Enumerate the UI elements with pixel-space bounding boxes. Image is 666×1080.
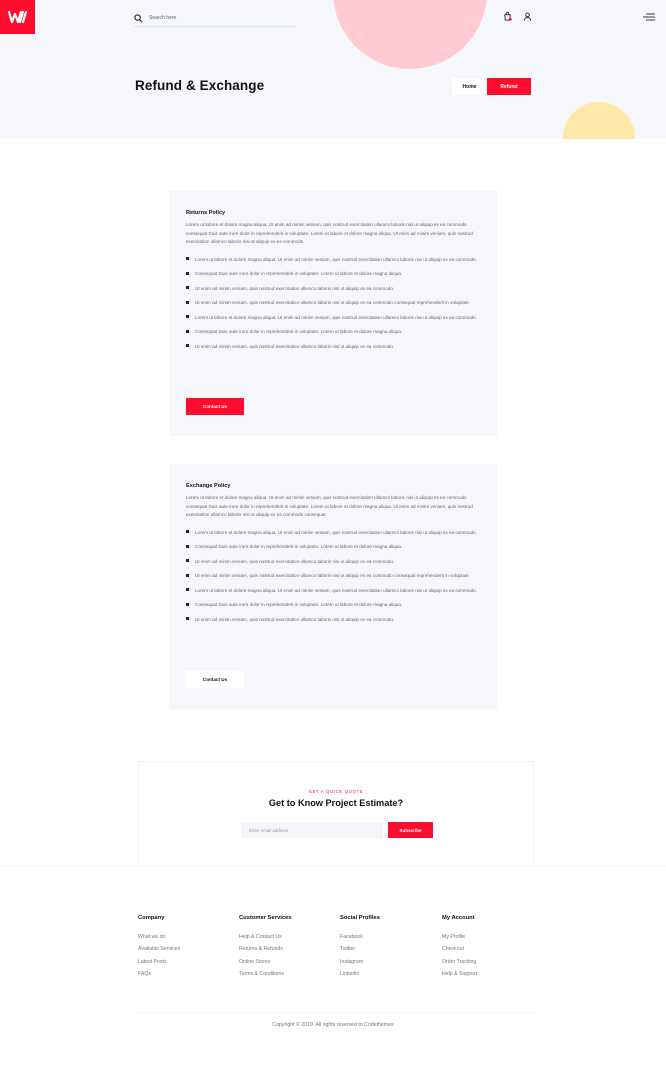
page-title: Refund & Exchange (135, 78, 265, 93)
menu-icon[interactable] (643, 12, 655, 22)
user-icon[interactable] (523, 12, 532, 21)
list-item-text: Lorem ut labore et dolore magna aliqua. Ut enim ad minim veniam, quis nostrud exercitation ullamco laboris nisi ut aliquip ex ea commodo. (195, 256, 477, 262)
footer-link[interactable]: Latest Posts (138, 958, 167, 965)
email-field[interactable] (241, 822, 383, 838)
bullet-icon (186, 301, 189, 304)
footer-link[interactable]: Returns & Refunds (239, 946, 283, 953)
footer-divider (138, 1012, 534, 1013)
decorative-pink-circle (333, 0, 487, 69)
returns-policy-intro: Lorem ut labore et dolore magna aliqua. Ut enim ad minim veniam, quis nostrud exercitation ullamco laboris nisi ut aliquip ex ea commodo consequat Duis aute irure dolor in reprehenderit in voluptate. Lorem ut labore et dolore magna aliqua. Ut enim ad minim veniam, quis nostrud exercitation ullamco laboris nisi ut aliquip ex ea commodo (186, 222, 473, 245)
list-item (186, 557, 480, 566)
list-item (186, 313, 480, 322)
footer-column-title: My Account (442, 915, 475, 921)
returns-policy-card (169, 191, 497, 436)
decorative-yellow-circle (563, 102, 635, 139)
list-item (186, 600, 480, 609)
breadcrumb-home-link[interactable]: Home (452, 78, 487, 95)
footer (0, 865, 666, 1080)
bullet-icon (186, 588, 189, 591)
footer-link[interactable]: Twitter (340, 946, 356, 953)
list-item-text: Ut enim ad minim veniam, quis nostrud exercitation ullamco laboris nisi ut aliquip ex ea commodo. (195, 616, 395, 622)
bullet-icon (186, 257, 189, 260)
list-item-text: Consequat Duis aute irure dolor in reprehenderit in voluptate. Lorem ut labore et dolore magna aliqua. (195, 544, 403, 550)
footer-column-customer-services (239, 915, 292, 983)
list-item-text: Consequat Duis aute irure dolor in reprehenderit in voluptate. Lorem ut labore et dolore magna aliqua. (195, 329, 403, 335)
footer-column-title: Social Profiles (340, 915, 380, 921)
quote-title: Get to Know Project Estimate? (268, 798, 404, 808)
bullet-icon (186, 574, 189, 577)
search-input[interactable] (149, 15, 279, 21)
list-item-text: Ut enim ad minim veniam, quis nostrud exercitation ullamco laboris nisi ut aliquip ex ea commodo. (195, 343, 395, 349)
footer-column-title: Customer Services (239, 915, 292, 921)
returns-policy-list (186, 255, 480, 351)
site-logo[interactable] (0, 0, 35, 34)
footer-column-title: Company (138, 915, 165, 921)
exchange-policy-list (186, 528, 480, 624)
bullet-icon (186, 315, 189, 318)
list-item (186, 586, 480, 595)
list-item-text: Consequat Duis aute irure dolor in reprehenderit in voluptate. Lorem ut labore et dolore magna aliqua. (195, 602, 403, 608)
hero-section (0, 0, 666, 139)
footer-link[interactable]: Online Stores (239, 958, 271, 965)
list-item (186, 342, 480, 351)
bullet-icon (186, 330, 189, 333)
list-item (186, 255, 480, 264)
bullet-icon (186, 530, 189, 533)
list-item (186, 528, 480, 537)
exchange-policy-title: Exchange Policy (186, 483, 231, 489)
footer-link[interactable]: Linkedin (340, 970, 360, 977)
list-item-text: Lorem ut labore et dolore magna aliqua. Ut enim ad minim veniam, quis nostrud exercitation ullamco laboris nisi ut aliquip ex ea commodo. (195, 314, 477, 320)
footer-link[interactable]: Instagram (340, 958, 364, 965)
bullet-icon (186, 545, 189, 548)
footer-link[interactable]: Available Services (138, 946, 181, 953)
list-item-text: Ut enim ad minim veniam, quis nostrud exercitation ullamco laboris nisi ut aliquip ex ea commodo consequat reprehenderit in voluptate. (195, 573, 471, 579)
footer-link[interactable]: Help & Contact Us (239, 934, 282, 940)
bullet-icon (186, 344, 189, 347)
list-item (186, 571, 480, 580)
list-item (186, 327, 480, 336)
bullet-icon (186, 286, 189, 289)
quote-section (138, 761, 534, 865)
exchange-policy-intro: Lorem ut labore et dolore magna aliqua. Ut enim ad minim veniam, quis nostrud exercitation ullamco laboris nisi ut aliquip ex ea commodo consequat Duis aute irure dolor in reprehenderit in voluptate. Lorem ut labore et dolore magna aliqua. Ut enim ad minim veniam, quis nostrud exercitation ullamco laboris nisi ut aliquip ex ea commodo consequat (186, 495, 473, 518)
footer-link[interactable]: Order Tracking (442, 958, 477, 965)
search-icon[interactable] (134, 14, 143, 23)
list-item (186, 284, 480, 293)
copyright-text: Copyright © 2019. All rights reserved to Codethemes (272, 1022, 394, 1028)
exchange-policy-card (169, 464, 497, 709)
cart-icon[interactable] (503, 12, 512, 21)
bullet-icon (186, 559, 189, 562)
footer-link[interactable]: Checkout (442, 946, 464, 953)
list-item-text: Ut enim ad minim veniam, quis nostrud exercitation ullamco laboris nisi ut aliquip ex ea commodo consequat reprehenderit in voluptate. (195, 300, 471, 306)
footer-link[interactable]: FAQs (138, 970, 151, 977)
list-item-text: Lorem ut labore et dolore magna aliqua. Ut enim ad minim veniam, quis nostrud exercitation ullamco laboris nisi ut aliquip ex ea commodo. (195, 587, 477, 593)
breadcrumb (452, 78, 531, 95)
exchange-contact-button[interactable]: Contact Us (186, 671, 244, 688)
footer-link[interactable]: Facebook (340, 934, 363, 940)
list-item-text: Ut enim ad minim veniam, quis nostrud exercitation ullamco laboris nisi ut aliquip ex ea commodo. (195, 285, 395, 291)
quote-kicker: GET A QUICK QUOTE (308, 789, 364, 794)
list-item-text: Ut enim ad minim veniam, quis nostrud exercitation ullamco laboris nisi ut aliquip ex ea commodo. (195, 558, 395, 564)
subscribe-button[interactable]: Subscribe (388, 822, 433, 838)
footer-link[interactable]: Terms & Conditions (239, 970, 284, 977)
returns-policy-title: Returns Policy (186, 210, 226, 216)
footer-link[interactable]: What we do (138, 934, 166, 940)
logo-icon (7, 9, 29, 25)
breadcrumb-current: Refund (487, 78, 531, 95)
list-item (186, 542, 480, 551)
bullet-icon (186, 603, 189, 606)
list-item (186, 615, 480, 624)
bullet-icon (186, 617, 189, 620)
list-item (186, 269, 480, 278)
search-bar (134, 10, 296, 27)
bullet-icon (186, 272, 189, 275)
returns-contact-button[interactable]: Contact Us (186, 398, 244, 415)
list-item-text: Consequat Duis aute irure dolor in reprehenderit in voluptate. Lorem ut labore et dolore magna aliqua. (195, 271, 403, 277)
list-item (186, 298, 480, 307)
footer-column-company (138, 915, 180, 983)
list-item-text: Lorem ut labore et dolore magna aliqua. Ut enim ad minim veniam, quis nostrud exercitation ullamco laboris nisi ut aliquip ex ea commodo. (195, 529, 477, 535)
footer-link[interactable]: Help & Support (442, 970, 478, 977)
footer-link[interactable]: My Profile (442, 934, 466, 940)
footer-column-social-profiles (340, 915, 380, 983)
footer-column-my-account (442, 915, 477, 983)
